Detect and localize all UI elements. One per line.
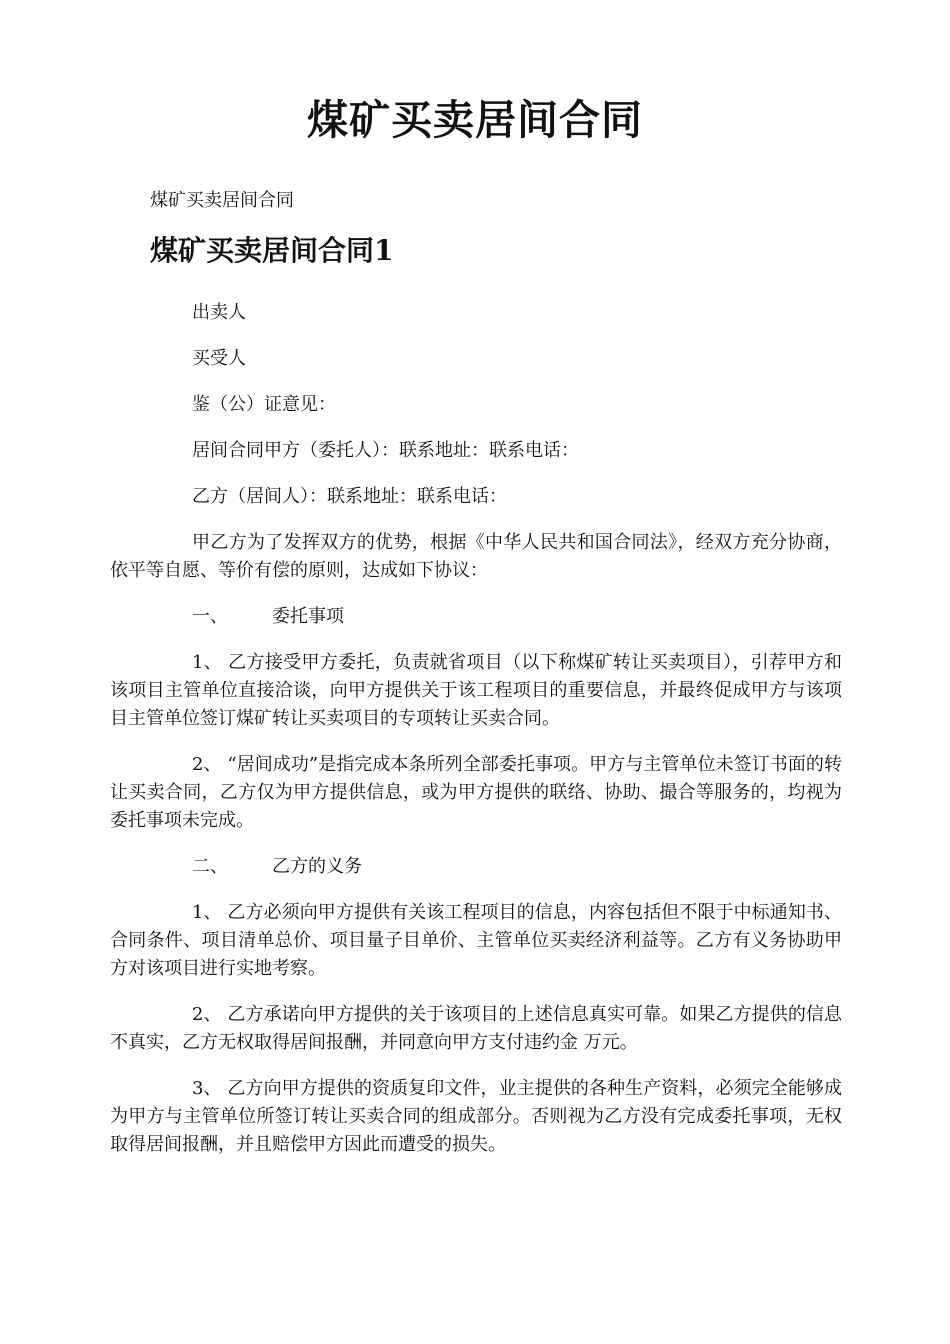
clause-paragraph: 2、 “居间成功”是指完成本条所列全部委托事项。甲方与主管单位未签订书面的转让买卖合同，乙方仅为甲方提供信息，或为甲方提供的联络、协助、撮合等服务的，均视为委托事项未完成。 (110, 754, 842, 831)
article-title: 乙方的义务 (272, 856, 362, 877)
document-subtitle: 煤矿买卖居间合同 (150, 190, 294, 211)
article-heading (110, 853, 842, 881)
party-b-field: 乙方（居间人）：联系地址：联系电话： (192, 486, 507, 507)
contract-body (110, 299, 842, 1177)
buyer-field: 买受人 (192, 348, 246, 369)
article-number: 一、 (192, 606, 228, 627)
clause-paragraph: 3、 乙方向甲方提供的资质复印文件，业主提供的各种生产资料，必须完全能够成为甲方与主管单位所签订转让买卖合同的组成部分。否则视为乙方没有完成委托事项，无权取得居间报酬，并且赔偿甲方因此而遭受的损失。 (110, 1078, 842, 1155)
article-number: 二、 (192, 856, 228, 877)
seller-field: 出卖人 (192, 302, 246, 323)
article-title: 委托事项 (272, 606, 344, 627)
clause-paragraph: 2、 乙方承诺向甲方提供的关于该项目的上述信息真实可靠。如果乙方提供的信息不真实，乙方无权取得居间报酬，并同意向甲方支付违约金 万元。 (110, 1004, 842, 1053)
clause-paragraph: 1、 乙方接受甲方委托，负责就省项目（以下称煤矿转让买卖项目），引荐甲方和该项目主管单位直接洽谈，向甲方提供关于该工程项目的重要信息，并最终促成甲方与该项目主管单位签订煤矿转让买卖项目的专项转让买卖合同。 (110, 652, 842, 729)
preamble-paragraph: 甲乙方为了发挥双方的优势，根据《中华人民共和国合同法》，经双方充分协商，依平等自愿、等价有偿的原则，达成如下协议： (110, 532, 842, 581)
section-heading: 煤矿买卖居间合同1 (150, 234, 394, 267)
clause-paragraph: 1、 乙方必须向甲方提供有关该工程项目的信息，内容包括但不限于中标通知书、合同条件、项目清单总价、项目量子目单价、主管单位买卖经济利益等。乙方有义务协助甲方对该项目进行实地考察。 (110, 902, 842, 979)
article-heading (110, 603, 842, 631)
notary-field: 鉴（公）证意见： (192, 394, 336, 415)
document-title: 煤矿买卖居间合同 (307, 96, 643, 144)
party-a-field: 居间合同甲方（委托人）：联系地址：联系电话： (192, 440, 579, 461)
